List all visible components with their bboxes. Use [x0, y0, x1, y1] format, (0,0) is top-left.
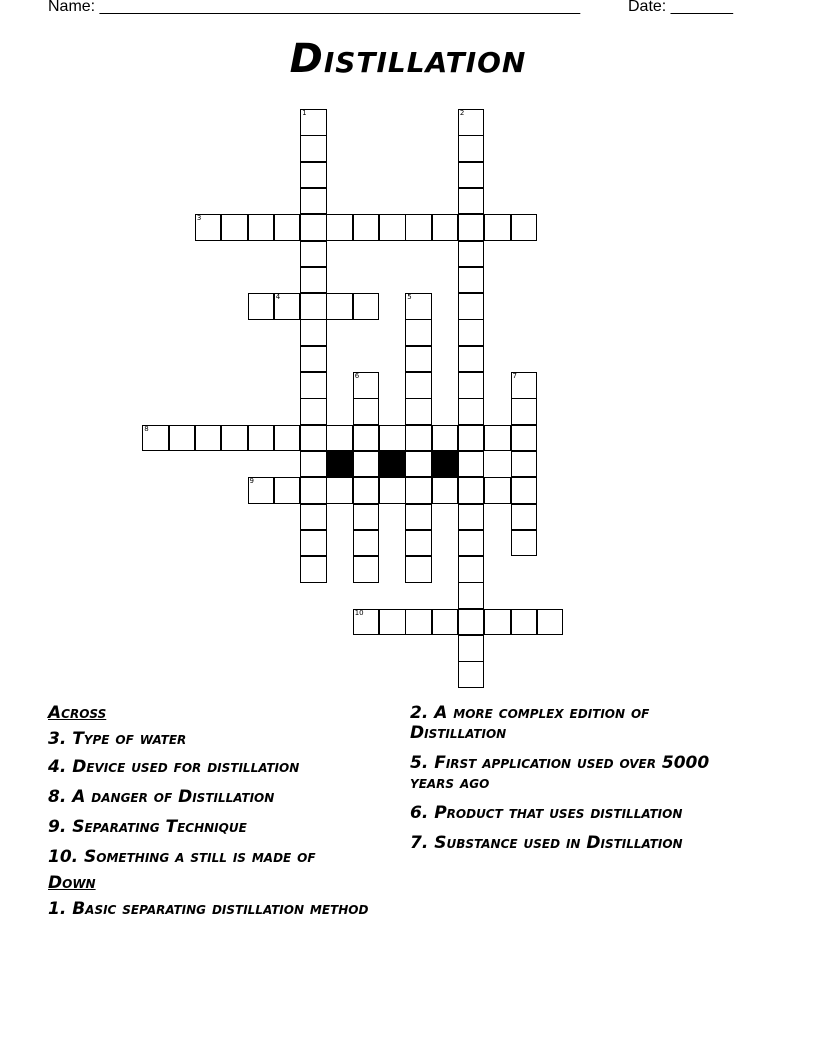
- across-clue-3: 3. Type of water: [48, 729, 187, 749]
- clues-right-column: [410, 703, 740, 863]
- across-clue-9: 9. Separating Technique: [48, 817, 247, 837]
- crossword-cell[interactable]: [248, 425, 275, 452]
- crossword-cell[interactable]: [379, 425, 406, 452]
- down-clue-7: 7. Substance used in Distillation: [410, 833, 683, 853]
- crossword-cell[interactable]: [405, 425, 432, 452]
- crossword-cell[interactable]: [405, 556, 432, 583]
- crossword-cell[interactable]: [405, 372, 432, 399]
- crossword-cell[interactable]: [300, 477, 327, 504]
- crossword-cell[interactable]: [511, 372, 538, 399]
- crossword-cell[interactable]: [300, 504, 327, 531]
- crossword-cell[interactable]: [511, 609, 538, 636]
- across-clue-4: 4. Device used for distillation: [48, 757, 300, 777]
- crossword-cell[interactable]: [484, 609, 511, 636]
- crossword-cell[interactable]: [248, 293, 275, 320]
- crossword-cell[interactable]: [458, 109, 485, 136]
- page-title: Distillation: [289, 36, 527, 82]
- crossword-cell[interactable]: [458, 372, 485, 399]
- crossword-cell[interactable]: [458, 293, 485, 320]
- crossword-cell[interactable]: [300, 372, 327, 399]
- crossword-cell[interactable]: [511, 530, 538, 557]
- across-heading: Across: [48, 703, 107, 723]
- down-clue-6: 6. Product that uses distillation: [410, 803, 683, 823]
- crossword-cell[interactable]: [353, 556, 380, 583]
- crossword-cell[interactable]: [405, 293, 432, 320]
- crossword-cell[interactable]: [405, 609, 432, 636]
- crossword-cell[interactable]: [353, 425, 380, 452]
- crossword-cell[interactable]: [300, 109, 327, 136]
- crossword-cell[interactable]: [511, 477, 538, 504]
- crossword-cell[interactable]: [405, 530, 432, 557]
- crossword-cell[interactable]: [353, 477, 380, 504]
- crossword-cell[interactable]: [274, 214, 301, 241]
- crossword-cell[interactable]: [300, 241, 327, 268]
- crossword-cell[interactable]: [537, 609, 564, 636]
- crossword-cell[interactable]: [248, 214, 275, 241]
- crossword-cell[interactable]: [458, 267, 485, 294]
- crossword-cell[interactable]: [248, 477, 275, 504]
- crossword-cell[interactable]: [221, 425, 248, 452]
- clue-number: 7: [512, 372, 517, 380]
- crossword-cell[interactable]: [511, 451, 538, 478]
- crossword-cell[interactable]: [274, 293, 301, 320]
- crossword-cell[interactable]: [326, 477, 353, 504]
- crossword-cell[interactable]: [353, 398, 380, 425]
- crossword-cell[interactable]: [221, 214, 248, 241]
- clue-number: 8: [144, 424, 149, 433]
- crossword-cell[interactable]: [169, 425, 196, 452]
- crossword-cell[interactable]: [195, 425, 222, 452]
- crossword-cell[interactable]: [353, 293, 380, 320]
- clue-number: 10: [354, 608, 364, 617]
- crossword-cell[interactable]: [300, 188, 327, 215]
- crossword-cell[interactable]: [432, 477, 459, 504]
- clues-left-column: [48, 703, 398, 929]
- crossword-cell[interactable]: [274, 425, 301, 452]
- down-clue-5: 5. First application used over 5000 years ago: [410, 753, 710, 793]
- crossword-block: [379, 451, 406, 478]
- name-line[interactable]: Name: ______________________________________________________: [48, 0, 581, 15]
- crossword-cell[interactable]: [379, 609, 406, 636]
- crossword-cell[interactable]: [300, 451, 327, 478]
- clue-number: 3: [196, 214, 202, 223]
- crossword-cell[interactable]: [379, 214, 406, 241]
- crossword-cell[interactable]: [458, 504, 485, 531]
- crossword-cell[interactable]: [300, 530, 327, 557]
- crossword-cell[interactable]: [326, 214, 353, 241]
- crossword-cell[interactable]: [458, 477, 485, 504]
- crossword-cell[interactable]: [353, 372, 380, 399]
- crossword-cell[interactable]: [458, 188, 485, 215]
- crossword-cell[interactable]: [484, 477, 511, 504]
- crossword-cell[interactable]: [405, 398, 432, 425]
- crossword-cell[interactable]: [353, 451, 380, 478]
- crossword-cell[interactable]: [458, 398, 485, 425]
- crossword-cell[interactable]: [458, 241, 485, 268]
- date-line[interactable]: Date: _______: [628, 0, 733, 15]
- crossword-cell[interactable]: [353, 214, 380, 241]
- crossword-cell[interactable]: [458, 319, 485, 346]
- crossword-cell[interactable]: [458, 530, 485, 557]
- crossword-cell[interactable]: [458, 661, 485, 688]
- down-heading: Down: [48, 873, 96, 893]
- clue-number: 4: [275, 293, 281, 302]
- crossword-cell[interactable]: [511, 398, 538, 425]
- crossword-cell[interactable]: [458, 135, 485, 162]
- crossword-cell[interactable]: [300, 556, 327, 583]
- crossword-cell[interactable]: [379, 477, 406, 504]
- crossword-cell[interactable]: [405, 451, 432, 478]
- crossword-cell[interactable]: [300, 214, 327, 241]
- crossword-cell[interactable]: [142, 425, 169, 452]
- crossword-cell[interactable]: [432, 609, 459, 636]
- crossword-cell[interactable]: [300, 319, 327, 346]
- crossword-cell[interactable]: [458, 214, 485, 241]
- crossword-cell[interactable]: [458, 451, 485, 478]
- crossword-cell[interactable]: [353, 609, 380, 636]
- crossword-cell[interactable]: [300, 267, 327, 294]
- crossword-cell[interactable]: [458, 556, 485, 583]
- crossword-cell[interactable]: [300, 425, 327, 452]
- crossword-cell[interactable]: [458, 609, 485, 636]
- crossword-cell[interactable]: [300, 135, 327, 162]
- crossword-cell[interactable]: [300, 398, 327, 425]
- crossword-cell[interactable]: [405, 346, 432, 373]
- crossword-cell[interactable]: [300, 162, 327, 189]
- crossword-cell[interactable]: [405, 477, 432, 504]
- crossword-cell[interactable]: [432, 214, 459, 241]
- crossword-block: [326, 451, 353, 478]
- crossword-cell[interactable]: [511, 425, 538, 452]
- crossword-cell[interactable]: [458, 162, 485, 189]
- crossword-cell[interactable]: [405, 319, 432, 346]
- crossword-cell[interactable]: [511, 504, 538, 531]
- down-clue-1: 1. Basic separating distillation method: [48, 899, 369, 919]
- across-clue-10: 10. Something a still is made of: [48, 847, 316, 867]
- crossword-cell[interactable]: [511, 214, 538, 241]
- crossword-cell[interactable]: [353, 530, 380, 557]
- crossword-cell[interactable]: [458, 346, 485, 373]
- crossword-cell[interactable]: [458, 582, 485, 609]
- crossword-cell[interactable]: [274, 477, 301, 504]
- crossword-cell[interactable]: [353, 504, 380, 531]
- crossword-cell[interactable]: [484, 214, 511, 241]
- crossword-cell[interactable]: [432, 425, 459, 452]
- clue-number: 2: [459, 109, 465, 117]
- clue-number: 1: [302, 109, 307, 117]
- clue-number: 5: [407, 293, 412, 302]
- down-clue-2: 2. A more complex edition of Distillation: [410, 703, 650, 743]
- clue-number: 6: [354, 372, 360, 380]
- crossword-cell[interactable]: [405, 504, 432, 531]
- crossword-cell[interactable]: [300, 293, 327, 320]
- crossword-cell[interactable]: [300, 346, 327, 373]
- crossword-cell[interactable]: [405, 214, 432, 241]
- crossword-cell[interactable]: [458, 635, 485, 662]
- across-clue-8: 8. A danger of Distillation: [48, 787, 275, 807]
- crossword-block: [432, 451, 459, 478]
- crossword-cell[interactable]: [195, 214, 222, 241]
- crossword-cell[interactable]: [326, 293, 353, 320]
- crossword-cell[interactable]: [484, 425, 511, 452]
- crossword-cell[interactable]: [458, 425, 485, 452]
- clue-number: 9: [249, 477, 254, 486]
- crossword-cell[interactable]: [326, 425, 353, 452]
